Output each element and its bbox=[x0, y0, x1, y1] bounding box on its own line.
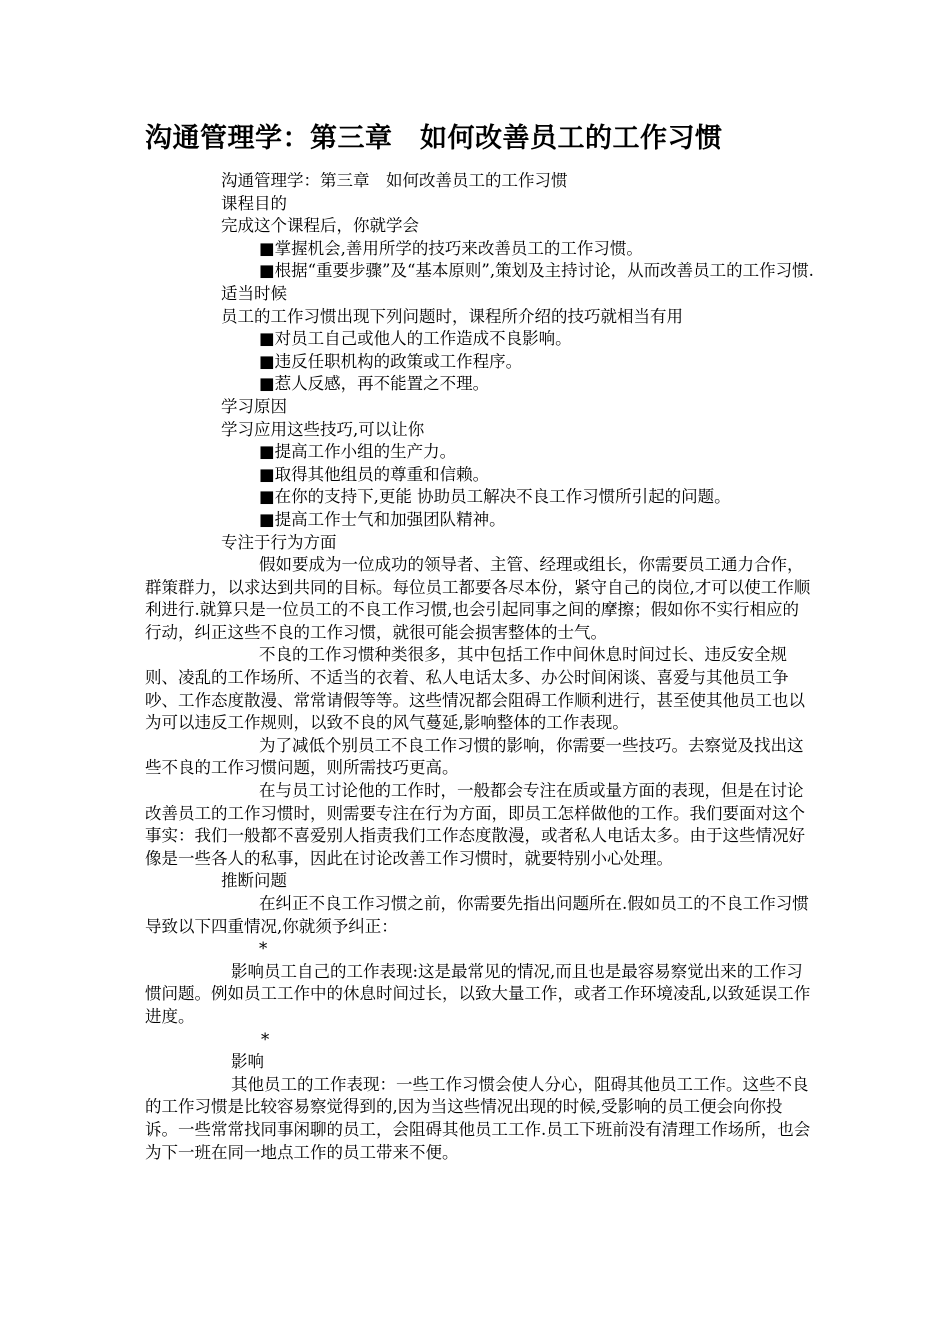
document-body bbox=[145, 170, 815, 1164]
paragraph: 为了减低个别员工不良工作习惯的影响，你需要一些技巧。去察觉及找出这些不良的工作习惯问题，则所需技巧更高。 bbox=[145, 735, 804, 778]
text-line: 学习应用这些技巧,可以让你 bbox=[221, 419, 425, 439]
paragraph: 影响员工自己的工作表现:这是最常见的情况,而且也是最容易察觉出来的工作习惯问题。例如员工工作中的休息时间过长，以致大量工作，或者工作环境凌乱,以致延误工作进度。 bbox=[145, 961, 811, 1026]
heading-when: 适当时候 bbox=[221, 283, 287, 303]
bullet-item: ■对员工自己或他人的工作造成不良影响。 bbox=[259, 329, 572, 349]
paragraph: 在纠正不良工作习惯之前，你需要先指出问题所在.假如员工的不良工作习惯导致以下四重情况,你就须予纠正： bbox=[145, 894, 809, 936]
paragraph: 在与员工讨论他的工作时，一般都会专注在质或量方面的表现，但是在讨论改善员工的工作习惯时，则需要专注在行为方面，即员工怎样做他的工作。我们要面对这个事实：我们一般都不喜爱别人指责我们工作态度散漫，或者私人电话太多。由于这些情况好像是一些各人的私事，因此在讨论改善工作习惯时，就要特别小心处理。 bbox=[145, 781, 805, 868]
asterisk-marker: * bbox=[259, 939, 268, 959]
heading-behavior: 专注于行为方面 bbox=[221, 532, 337, 552]
bullet-item: ■取得其他组员的尊重和信赖。 bbox=[259, 464, 490, 484]
bullet-item: ■根据“重要步骤”及“基本原则”,策划及主持讨论，从而改善员工的工作习惯. bbox=[259, 261, 814, 281]
heading-reasons: 学习原因 bbox=[221, 396, 287, 416]
heading-infer-problem: 推断问题 bbox=[221, 871, 287, 891]
text-line: 完成这个课程后，你就学会 bbox=[221, 216, 419, 236]
bullet-item: ■在你的支持下,更能 协助员工解决不良工作习惯所引起的问题。 bbox=[259, 487, 731, 507]
subtitle-line: 沟通管理学：第三章 如何改善员工的工作习惯 bbox=[221, 171, 568, 190]
heading-course-purpose: 课程目的 bbox=[221, 193, 287, 213]
asterisk-marker: * bbox=[261, 1029, 270, 1049]
bullet-item: ■惹人反感，再不能置之不理。 bbox=[259, 374, 490, 394]
paragraph: 其他员工的工作表现：一些工作习惯会使人分心，阻碍其他员工工作。这些不良的工作习惯是比较容易察觉得到的,因为当这些情况出现的时候,受影响的员工便会向你投诉。一些常常找同事闲聊的员工，会阻碍其他员工工作.员工下班前没有清理工作场所，也会为下一班在同一地点工作的员工带来不便。 bbox=[145, 1074, 811, 1162]
text-line: 员工的工作习惯出现下列问题时，课程所介绍的技巧就相当有用 bbox=[221, 306, 683, 326]
bullet-item: ■提高工作士气和加强团队精神。 bbox=[259, 509, 506, 529]
text-line: 影响 bbox=[231, 1052, 264, 1072]
bullet-item: ■违反任职机构的政策或工作程序。 bbox=[259, 351, 523, 371]
paragraph: 不良的工作习惯种类很多，其中包括工作中间休息时间过长、违反安全规则、凌乱的工作场所、不适当的衣着、私人电话太多、办公时间闲谈、喜爱与其他员工争吵、工作态度散漫、常常请假等等。这些情况都会阻碍工作顺利进行，甚至使其他员工也以为可以违反工作规则，以致不良的风气蔓延,影响整体的工作表现。 bbox=[145, 645, 805, 733]
bullet-item: ■提高工作小组的生产力。 bbox=[259, 442, 457, 462]
paragraph: 假如要成为一位成功的领导者、主管、经理或组长，你需要员工通力合作，群策群力，以求达到共同的目标。每位员工都要各尽本份，紧守自己的岗位,才可以使工作顺利进行.就算只是一位员工的不良工作习惯,也会引起同事之间的摩擦；假如你不实行相应的行动，纠正这些不良的工作习惯，就很可能会损害整体的士气。 bbox=[145, 555, 811, 642]
document-title: 沟通管理学：第三章 如何改善员工的工作习惯 bbox=[145, 123, 723, 154]
bullet-item: ■掌握机会,善用所学的技巧来改善员工的工作习惯。 bbox=[259, 238, 643, 258]
